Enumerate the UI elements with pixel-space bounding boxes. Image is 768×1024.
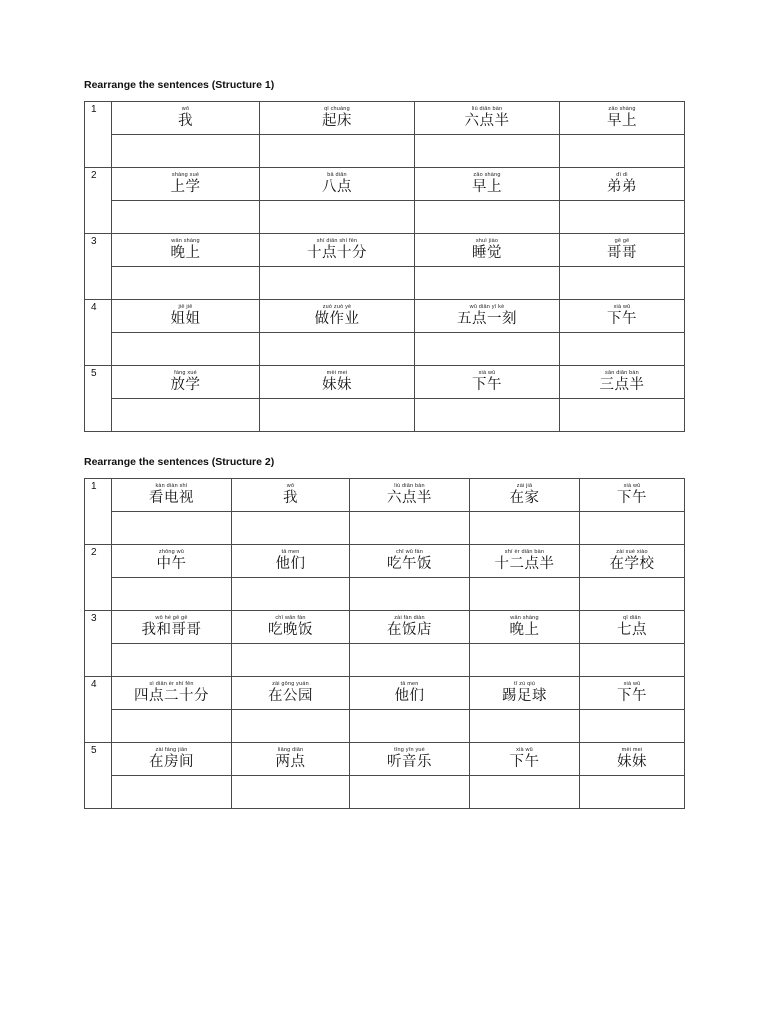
hanzi-word: 早上 xyxy=(472,179,502,195)
answer-cell[interactable] xyxy=(470,776,580,809)
sentence-number: 2 xyxy=(85,168,112,234)
word-row xyxy=(85,102,685,135)
word-card xyxy=(415,168,560,201)
hanzi-word: 在饭店 xyxy=(387,622,432,638)
hanzi-word: 下午 xyxy=(509,754,540,770)
answer-cell[interactable] xyxy=(580,578,685,611)
hanzi-word: 在家 xyxy=(509,490,540,506)
hanzi-word: 下午 xyxy=(607,311,637,327)
word-card xyxy=(232,545,350,578)
answer-cell[interactable] xyxy=(580,644,685,677)
word-card xyxy=(232,611,350,644)
word-card xyxy=(260,168,415,201)
pinyin-label: liù diǎn bàn xyxy=(471,106,503,112)
pinyin-label: shí èr diǎn bàn xyxy=(504,549,545,555)
hanzi-word: 在公园 xyxy=(268,688,313,704)
word-card xyxy=(580,479,685,512)
answer-cell[interactable] xyxy=(580,710,685,743)
answer-cell[interactable] xyxy=(580,776,685,809)
hanzi-word: 在学校 xyxy=(609,556,655,572)
hanzi-word: 吃晚饭 xyxy=(268,622,313,638)
pinyin-label: xià wǔ xyxy=(623,681,641,687)
word-card xyxy=(260,300,415,333)
hanzi-word: 在房间 xyxy=(149,754,194,770)
word-card xyxy=(470,743,580,776)
hanzi-word: 下午 xyxy=(617,490,647,506)
word-card xyxy=(560,234,685,267)
word-card xyxy=(470,545,580,578)
hanzi-word: 妹妹 xyxy=(322,377,352,393)
pinyin-label: mèi mei xyxy=(326,370,348,376)
sentence-number: 4 xyxy=(85,300,112,366)
word-card xyxy=(560,168,685,201)
answer-cell[interactable] xyxy=(112,267,260,300)
answer-cell[interactable] xyxy=(232,710,350,743)
answer-cell[interactable] xyxy=(112,710,232,743)
word-row xyxy=(85,479,685,512)
word-row xyxy=(85,677,685,710)
pinyin-label: chī wǔ fàn xyxy=(395,549,424,555)
word-row xyxy=(85,545,685,578)
hanzi-word: 晚上 xyxy=(170,245,201,261)
word-card xyxy=(112,743,232,776)
word-row xyxy=(85,300,685,333)
hanzi-word: 两点 xyxy=(275,754,306,770)
word-card xyxy=(415,300,560,333)
structure-1-table xyxy=(84,101,685,432)
hanzi-word: 姐姐 xyxy=(170,311,201,327)
hanzi-word: 哥哥 xyxy=(607,245,637,261)
hanzi-word: 三点半 xyxy=(599,377,645,393)
pinyin-label: qī diǎn xyxy=(623,615,641,621)
word-card xyxy=(415,102,560,135)
answer-cell[interactable] xyxy=(350,644,470,677)
pinyin-label: shuì jiào xyxy=(475,238,499,244)
word-card xyxy=(260,234,415,267)
pinyin-label: xià wǔ xyxy=(613,304,631,310)
hanzi-word: 他们 xyxy=(394,688,425,704)
pinyin-label: wǒ xyxy=(286,483,295,489)
word-row xyxy=(85,366,685,399)
word-card xyxy=(232,479,350,512)
pinyin-label: shàng xué xyxy=(171,172,200,178)
answer-cell[interactable] xyxy=(560,267,685,300)
pinyin-label: liù diǎn bàn xyxy=(394,483,425,489)
word-card xyxy=(112,234,260,267)
pinyin-label: wǒ xyxy=(181,106,190,112)
pinyin-label: zài fáng jiān xyxy=(155,747,188,753)
pinyin-label: zài fàn diàn xyxy=(394,615,425,621)
word-card xyxy=(560,366,685,399)
hanzi-word: 看电视 xyxy=(149,490,194,506)
answer-row xyxy=(85,333,685,366)
word-card xyxy=(415,234,560,267)
answer-cell[interactable] xyxy=(112,135,260,168)
pinyin-label: kàn diàn shì xyxy=(155,483,188,489)
answer-cell[interactable] xyxy=(350,578,470,611)
hanzi-word: 我 xyxy=(283,490,298,506)
pinyin-label: wǎn shàng xyxy=(510,615,539,621)
word-card xyxy=(350,677,470,710)
pinyin-label: dì di xyxy=(616,172,628,178)
pinyin-label: wǎn shàng xyxy=(171,238,200,244)
word-card xyxy=(580,743,685,776)
word-card xyxy=(560,300,685,333)
pinyin-label: zǎo shàng xyxy=(608,106,636,112)
answer-cell[interactable] xyxy=(112,578,232,611)
sentence-number: 1 xyxy=(85,102,112,168)
sentence-number: 2 xyxy=(85,545,112,611)
pinyin-label: chī wǎn fàn xyxy=(275,615,306,621)
answer-cell[interactable] xyxy=(560,399,685,432)
word-card xyxy=(112,479,232,512)
answer-cell[interactable] xyxy=(260,333,415,366)
pinyin-label: xià wǔ xyxy=(623,483,641,489)
hanzi-word: 做作业 xyxy=(314,311,360,327)
pinyin-label: sān diǎn bàn xyxy=(605,370,639,376)
hanzi-word: 我 xyxy=(178,113,193,129)
word-card xyxy=(470,479,580,512)
pinyin-label: zhōng wǔ xyxy=(158,549,185,555)
word-card xyxy=(580,545,685,578)
hanzi-word: 弟弟 xyxy=(607,179,637,195)
answer-row xyxy=(85,201,685,234)
hanzi-word: 六点半 xyxy=(387,490,432,506)
word-row xyxy=(85,168,685,201)
answer-cell[interactable] xyxy=(470,512,580,545)
answer-cell[interactable] xyxy=(350,512,470,545)
word-card xyxy=(470,677,580,710)
answer-cell[interactable] xyxy=(232,578,350,611)
hanzi-word: 起床 xyxy=(322,113,352,129)
word-card xyxy=(350,479,470,512)
sentence-number: 1 xyxy=(85,479,112,545)
answer-row xyxy=(85,710,685,743)
hanzi-word: 中午 xyxy=(156,556,187,572)
answer-cell[interactable] xyxy=(112,776,232,809)
answer-row xyxy=(85,267,685,300)
hanzi-word: 十点十分 xyxy=(307,245,367,261)
word-card xyxy=(112,168,260,201)
hanzi-word: 上学 xyxy=(170,179,201,195)
hanzi-word: 四点二十分 xyxy=(134,688,209,704)
answer-cell[interactable] xyxy=(232,776,350,809)
hanzi-word: 妹妹 xyxy=(617,754,647,770)
hanzi-word: 下午 xyxy=(472,377,502,393)
word-card xyxy=(112,611,232,644)
pinyin-label: wǔ diǎn yī kè xyxy=(469,304,505,310)
pinyin-label: tā men xyxy=(400,681,419,687)
structure-2-table xyxy=(84,478,685,809)
pinyin-label: wǒ hé gē gē xyxy=(155,615,188,621)
answer-cell[interactable] xyxy=(350,776,470,809)
word-card xyxy=(560,102,685,135)
word-card xyxy=(415,366,560,399)
answer-row xyxy=(85,135,685,168)
answer-cell[interactable] xyxy=(260,201,415,234)
hanzi-word: 五点一刻 xyxy=(457,311,517,327)
answer-row xyxy=(85,512,685,545)
answer-cell[interactable] xyxy=(112,399,260,432)
structure-2-title: Rearrange the sentences (Structure 2) xyxy=(84,456,275,468)
answer-cell[interactable] xyxy=(260,267,415,300)
answer-cell[interactable] xyxy=(112,201,260,234)
pinyin-label: zuò zuò yè xyxy=(322,304,352,310)
pinyin-label: mèi mei xyxy=(621,747,643,753)
answer-cell[interactable] xyxy=(470,644,580,677)
answer-cell[interactable] xyxy=(232,512,350,545)
pinyin-label: shí diǎn shí fēn xyxy=(316,238,358,244)
answer-cell[interactable] xyxy=(560,135,685,168)
answer-cell[interactable] xyxy=(415,201,560,234)
pinyin-label: tī zú qiú xyxy=(513,681,536,687)
answer-cell[interactable] xyxy=(260,399,415,432)
pinyin-label: gē gē xyxy=(614,238,630,244)
word-card xyxy=(350,611,470,644)
hanzi-word: 我和哥哥 xyxy=(141,622,202,638)
answer-cell[interactable] xyxy=(350,710,470,743)
hanzi-word: 听音乐 xyxy=(387,754,432,770)
answer-cell[interactable] xyxy=(260,135,415,168)
answer-cell[interactable] xyxy=(580,512,685,545)
word-card xyxy=(112,366,260,399)
pinyin-label: zài xué xiào xyxy=(616,549,648,555)
hanzi-word: 他们 xyxy=(275,556,306,572)
sentence-number: 3 xyxy=(85,234,112,300)
hanzi-word: 睡觉 xyxy=(472,245,502,261)
word-card xyxy=(350,743,470,776)
pinyin-label: zài jiā xyxy=(516,483,533,489)
pinyin-label: fàng xué xyxy=(174,370,197,376)
word-card xyxy=(232,743,350,776)
answer-cell[interactable] xyxy=(415,267,560,300)
answer-cell[interactable] xyxy=(470,578,580,611)
pinyin-label: tīng yīn yuè xyxy=(394,747,425,753)
structure-1-title: Rearrange the sentences (Structure 1) xyxy=(84,79,275,91)
word-card xyxy=(260,102,415,135)
hanzi-word: 早上 xyxy=(607,113,637,129)
sentence-number: 3 xyxy=(85,611,112,677)
answer-cell[interactable] xyxy=(560,201,685,234)
answer-row xyxy=(85,399,685,432)
answer-row xyxy=(85,644,685,677)
pinyin-label: liǎng diǎn xyxy=(277,747,304,753)
pinyin-label: bā diǎn xyxy=(327,172,347,178)
hanzi-word: 十二点半 xyxy=(494,556,555,572)
hanzi-word: 放学 xyxy=(170,377,201,393)
answer-cell[interactable] xyxy=(415,135,560,168)
answer-cell[interactable] xyxy=(415,333,560,366)
answer-row xyxy=(85,776,685,809)
word-card xyxy=(112,545,232,578)
answer-row xyxy=(85,578,685,611)
pinyin-label: qǐ chuáng xyxy=(324,106,350,112)
word-card xyxy=(580,677,685,710)
hanzi-word: 下午 xyxy=(617,688,647,704)
pinyin-label: tā men xyxy=(281,549,300,555)
word-card xyxy=(112,102,260,135)
hanzi-word: 踢足球 xyxy=(502,688,547,704)
hanzi-word: 六点半 xyxy=(464,113,510,129)
pinyin-label: sì diǎn èr shí fēn xyxy=(149,681,194,687)
pinyin-label: xià wǔ xyxy=(478,370,496,376)
hanzi-word: 八点 xyxy=(322,179,352,195)
sentence-number: 5 xyxy=(85,366,112,432)
word-card xyxy=(232,677,350,710)
answer-cell[interactable] xyxy=(112,333,260,366)
pinyin-label: zài gōng yuán xyxy=(272,681,309,687)
word-row xyxy=(85,743,685,776)
word-row xyxy=(85,611,685,644)
word-card xyxy=(580,611,685,644)
hanzi-word: 晚上 xyxy=(509,622,540,638)
word-row xyxy=(85,234,685,267)
word-card xyxy=(112,300,260,333)
word-card xyxy=(350,545,470,578)
answer-cell[interactable] xyxy=(415,399,560,432)
hanzi-word: 吃午饭 xyxy=(387,556,432,572)
answer-cell[interactable] xyxy=(112,512,232,545)
pinyin-label: zǎo shàng xyxy=(473,172,501,178)
word-card xyxy=(112,677,232,710)
sentence-number: 5 xyxy=(85,743,112,809)
answer-cell[interactable] xyxy=(560,333,685,366)
hanzi-word: 七点 xyxy=(617,622,647,638)
pinyin-label: jiě jiě xyxy=(178,304,193,310)
sentence-number: 4 xyxy=(85,677,112,743)
answer-cell[interactable] xyxy=(470,710,580,743)
answer-cell[interactable] xyxy=(232,644,350,677)
word-card xyxy=(470,611,580,644)
pinyin-label: xià wǔ xyxy=(516,747,533,753)
answer-cell[interactable] xyxy=(112,644,232,677)
word-card xyxy=(260,366,415,399)
